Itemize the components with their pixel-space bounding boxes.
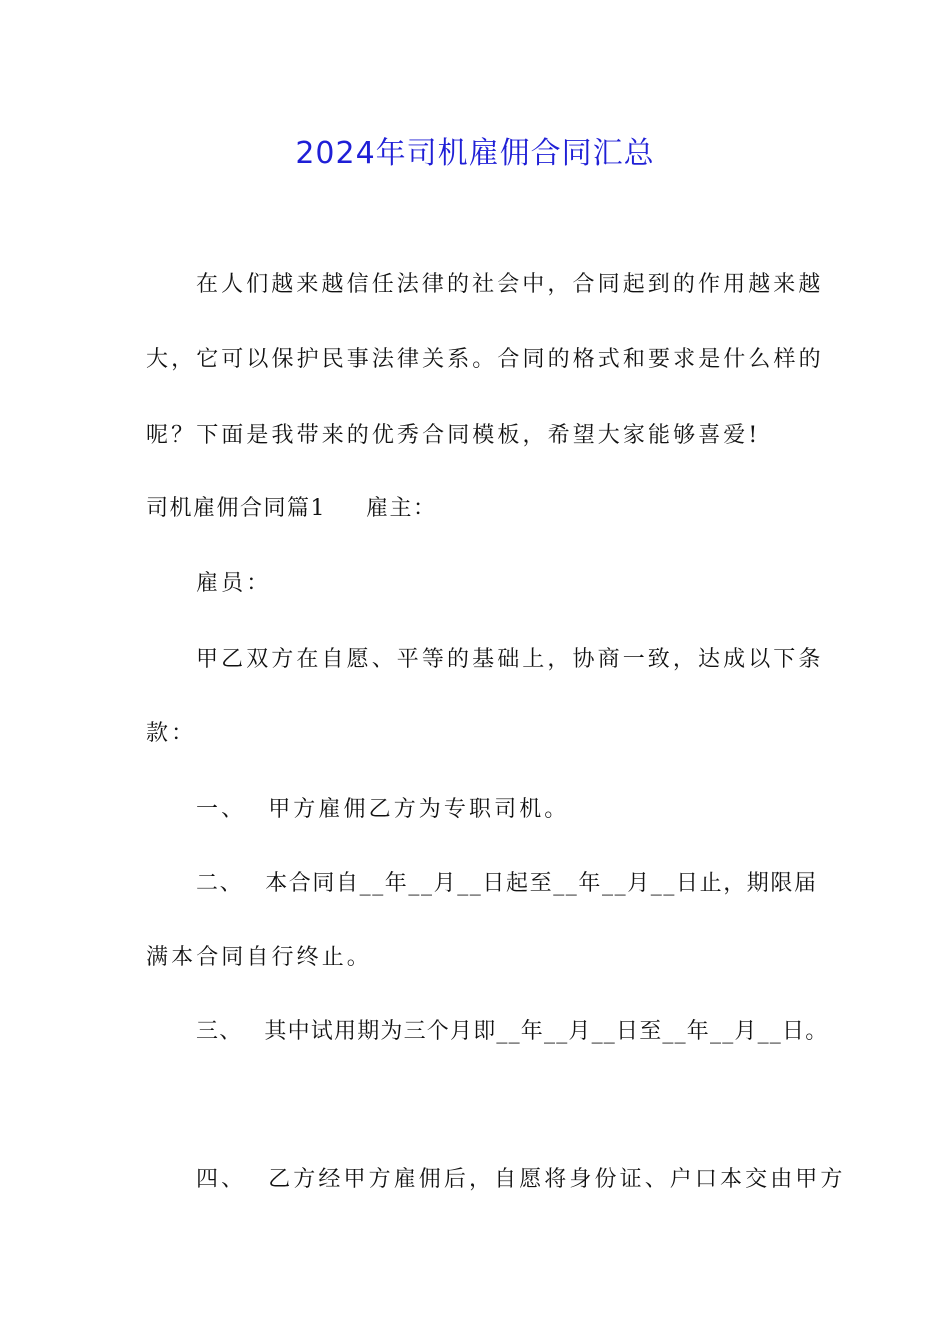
employer-label: 雇主： (366, 496, 437, 521)
clause-2-continued: 满本合同自行终止。 (146, 945, 372, 970)
clause-text: 甲方雇佣乙方为专职司机。 (268, 797, 570, 822)
clause-3 (196, 1017, 828, 1047)
intro-line-2: 大，它可以保护民事法律关系。合同的格式和要求是什么样的 (146, 347, 824, 372)
employee-label: 雇员： (196, 571, 272, 596)
preamble-line-1: 甲乙双方在自愿、平等的基础上，协商一致，达成以下条 (196, 647, 824, 672)
document-title: 2024年司机雇佣合同汇总 (295, 136, 655, 171)
clause-2 (196, 869, 818, 899)
intro-line-3: 呢？下面是我带来的优秀合同模板，希望大家能够喜爱! (146, 423, 761, 448)
clause-text: 本合同自__年__月__日起至__年__月__日止，期限届 (265, 871, 818, 896)
preamble-line-2: 款： (146, 721, 197, 746)
clause-number: 三、 (196, 1019, 243, 1044)
clause-text: 其中试用期为三个月即__年__月__日至__年__月__日。 (264, 1019, 829, 1044)
section-heading-line (146, 494, 437, 524)
clause-number: 一、 (196, 797, 247, 822)
clause-1 (196, 795, 569, 825)
clause-text: 乙方经甲方雇佣后，自愿将身份证、户口本交由甲方 (268, 1167, 846, 1192)
intro-line-1: 在人们越来越信任法律的社会中，合同起到的作用越来越 (196, 272, 824, 297)
section-heading: 司机雇佣合同篇1 (146, 496, 326, 521)
clause-number: 四、 (196, 1167, 247, 1192)
clause-number: 二、 (196, 871, 244, 896)
clause-4 (196, 1165, 846, 1195)
